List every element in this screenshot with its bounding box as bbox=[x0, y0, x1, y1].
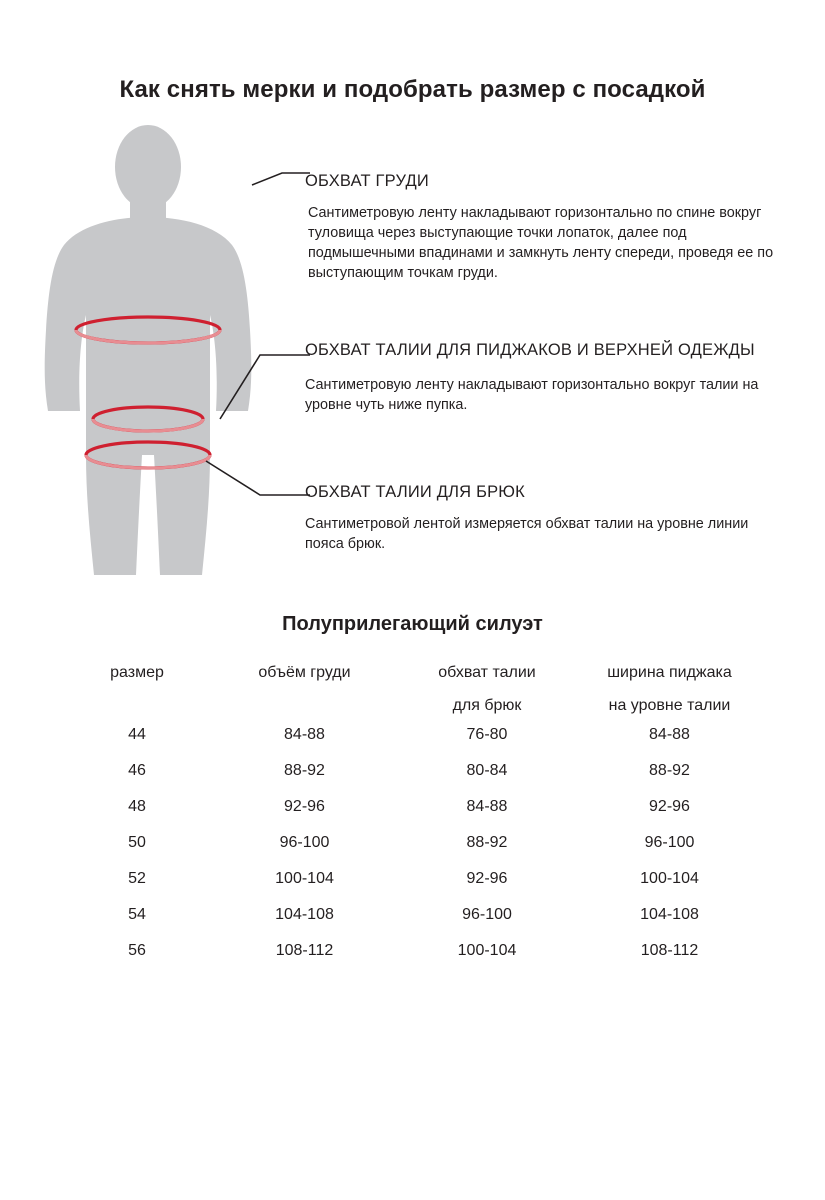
cell-jacket-width: 108-112 bbox=[640, 942, 699, 959]
cell-jacket-width: 100-104 bbox=[640, 870, 699, 887]
callout-waist-trousers-title: ОБХВАТ ТАЛИИ ДЛЯ БРЮК bbox=[305, 483, 525, 501]
cell-waist: 88-92 bbox=[466, 834, 508, 851]
cell-waist: 80-84 bbox=[466, 762, 508, 779]
callout-chest-title: ОБХВАТ ГРУДИ bbox=[305, 172, 429, 190]
cell-waist: 92-96 bbox=[466, 870, 508, 887]
callout-waist-jacket-title: ОБХВАТ ТАЛИИ ДЛЯ ПИДЖАКОВ И ВЕРХНЕЙ ОДЕЖДЫ bbox=[305, 341, 755, 359]
male-torso-diagram bbox=[20, 125, 310, 605]
cell-waist: 96-100 bbox=[462, 906, 512, 923]
table-row bbox=[62, 789, 762, 825]
cell-size: 48 bbox=[128, 798, 146, 815]
column-header-size: размер bbox=[110, 664, 164, 681]
body-figure bbox=[20, 125, 310, 605]
cell-chest: 88-92 bbox=[284, 762, 325, 779]
column-header-jacket-width: ширина пиджака на уровне талии bbox=[607, 664, 732, 714]
cell-chest: 92-96 bbox=[284, 798, 325, 815]
cell-size: 54 bbox=[128, 906, 146, 923]
cell-chest: 84-88 bbox=[284, 726, 325, 743]
cell-chest: 100-104 bbox=[275, 870, 334, 887]
table-row bbox=[62, 825, 762, 861]
size-table-title: Полуприлегающий силуэт bbox=[282, 613, 543, 635]
cell-size: 44 bbox=[128, 726, 146, 743]
cell-size: 52 bbox=[128, 870, 146, 887]
cell-waist: 84-88 bbox=[466, 798, 508, 815]
cell-jacket-width: 104-108 bbox=[640, 906, 699, 923]
cell-jacket-width: 84-88 bbox=[649, 726, 690, 743]
cell-size: 50 bbox=[128, 834, 146, 851]
figure-head bbox=[115, 125, 181, 209]
table-row bbox=[62, 753, 762, 789]
leader-line-waist-trousers bbox=[206, 461, 310, 495]
leader-line-chest bbox=[252, 173, 310, 185]
callout-chest-body: Сантиметровую ленту накладывают горизонтально по спине вокруг туловища через выступающие точки лопаток, далее под подмышечными впадинами и замкнуть ленту спереди, проведя ее по выступающим точкам груди. bbox=[308, 205, 774, 281]
cell-waist: 76-80 bbox=[466, 726, 508, 743]
table-header-row bbox=[62, 660, 762, 717]
cell-jacket-width: 96-100 bbox=[644, 834, 695, 851]
cell-chest: 108-112 bbox=[275, 942, 334, 959]
cell-chest: 96-100 bbox=[279, 834, 330, 851]
cell-size: 46 bbox=[128, 762, 146, 779]
cell-waist: 100-104 bbox=[457, 942, 517, 959]
cell-size: 56 bbox=[128, 942, 146, 959]
cell-chest: 104-108 bbox=[275, 906, 334, 923]
figure-body bbox=[45, 217, 252, 575]
callout-waist-jacket-body: Сантиметровую ленту накладывают горизонтально вокруг талии на уровне чуть ниже пупка. bbox=[305, 377, 759, 413]
table-row bbox=[62, 717, 762, 753]
callout-waist-trousers-body: Сантиметровой лентой измеряется обхват талии на уровне линии пояса брюк. bbox=[305, 516, 749, 552]
column-header-chest: объём груди bbox=[258, 664, 351, 681]
cell-jacket-width: 92-96 bbox=[649, 798, 690, 815]
cell-jacket-width: 88-92 bbox=[649, 762, 690, 779]
column-header-waist: обхват талии для брюк bbox=[438, 664, 536, 714]
table-row bbox=[62, 933, 762, 969]
size-table bbox=[62, 660, 762, 969]
table-row bbox=[62, 897, 762, 933]
page-title: Как снять мерки и подобрать размер с посадкой bbox=[119, 76, 706, 103]
table-row bbox=[62, 861, 762, 897]
